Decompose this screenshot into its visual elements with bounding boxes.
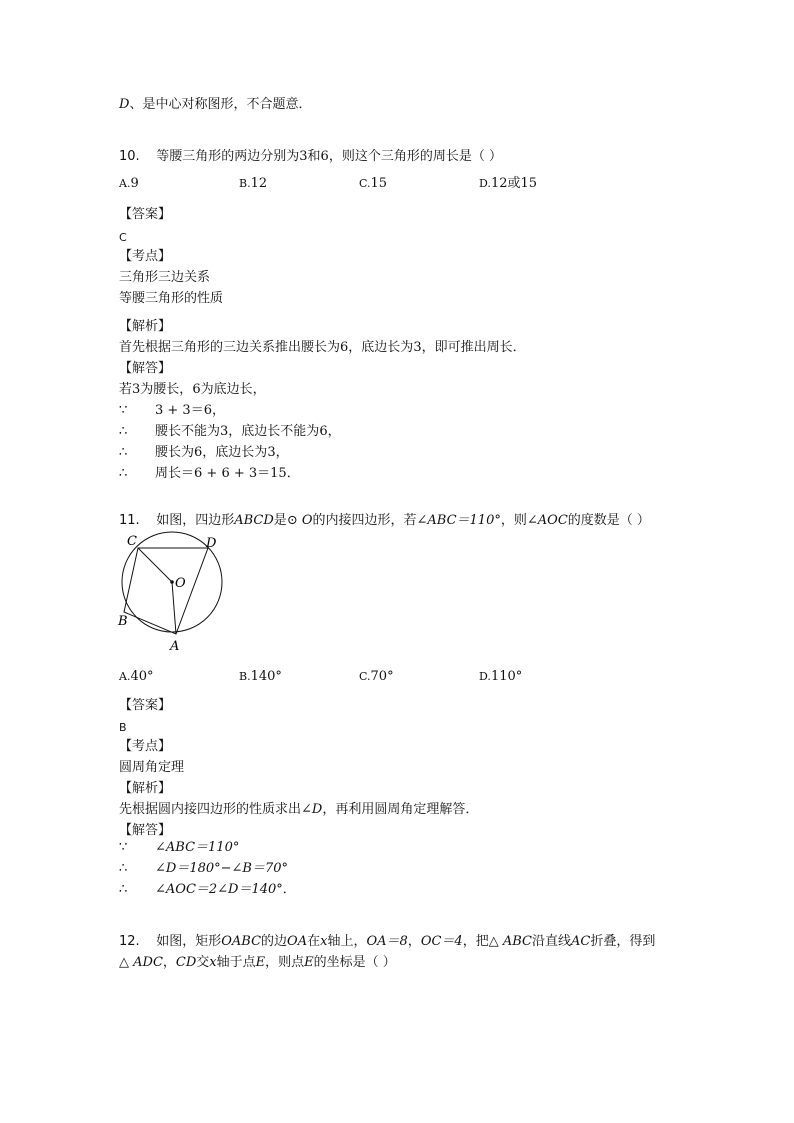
q11-option-c[interactable]: C.70° xyxy=(359,669,394,684)
q12-number: 12. xyxy=(119,934,140,949)
q12-stem-line-2: △ ADC，CD交x轴于点E，则点E的坐标是（ ） xyxy=(119,955,396,970)
q11-solution-heading: 【解答】 xyxy=(119,823,172,838)
quadrilateral-abcd xyxy=(124,548,208,634)
q10-solution-line: ∵ 3 + 3＝6， xyxy=(119,403,225,418)
q11-stem: 11. 如图，四边形ABCD是⊙ O的内接四边形，若∠ABC＝110°，则∠AOC的度数是（ ） xyxy=(119,513,650,528)
label-o: O xyxy=(175,576,186,591)
q10-number: 10. xyxy=(119,149,140,164)
q11-solution-line: ∴ ∠D＝180°−∠B＝70° xyxy=(119,861,289,876)
q10-stem: 10. 等腰三角形的两边分别为3和6，则这个三角形的周长是（ ） xyxy=(119,149,502,164)
q12-stem-line-1: 12. 如图，矩形OABC的边OA在x轴上，OA＝8，OC＝4，把△ ABC沿直线AC折叠，得到 xyxy=(119,934,656,949)
q11-number: 11. xyxy=(119,513,140,528)
q11-solution-line: ∵ ∠ABC＝110° xyxy=(119,840,240,855)
q10-point-1: 三角形三边关系 xyxy=(119,270,211,285)
q10-solution-heading: 【解答】 xyxy=(119,361,172,376)
q11-option-a[interactable]: A.40° xyxy=(119,669,154,684)
q10-analysis: 首先根据三角形的三边关系推出腰长为6，底边长为3，即可推出周长． xyxy=(119,340,526,355)
option-letter: D xyxy=(119,97,130,112)
q10-option-c[interactable]: C.15 xyxy=(359,176,388,191)
q11-option-b[interactable]: B.140° xyxy=(239,669,282,684)
q11-analysis-heading: 【解析】 xyxy=(119,781,172,796)
label-b: B xyxy=(118,614,128,629)
q11-point-1: 圆周角定理 xyxy=(119,760,185,775)
q11-point-heading: 【考点】 xyxy=(119,739,172,754)
q10-solution-line: ∴ 周长＝6 + 6 + 3＝15． xyxy=(119,466,300,481)
q10-solution-intro: 若3为腰长，6为底边长， xyxy=(119,382,266,397)
q10-option-d[interactable]: D.12或15 xyxy=(479,176,538,191)
q10-point-2: 等腰三角形的性质 xyxy=(119,291,224,306)
label-c: C xyxy=(127,534,137,549)
q11-solution-line: ∴ ∠AOC＝2∠D＝140°． xyxy=(119,882,296,897)
label-d: D xyxy=(206,536,217,551)
q10-answer-heading: 【答案】 xyxy=(119,207,172,222)
segment-oc xyxy=(138,548,172,582)
q10-solution-line: ∴ 腰长为6，底边长为3， xyxy=(119,445,289,460)
previous-option-d-line: D、是中心对称图形，不合题意． xyxy=(119,97,312,112)
q10-option-b[interactable]: B.12 xyxy=(239,176,268,191)
center-point xyxy=(170,580,174,584)
q11-answer: B xyxy=(119,721,127,734)
q11-answer-heading: 【答案】 xyxy=(119,698,172,713)
q10-answer: C xyxy=(119,231,127,244)
q10-option-a[interactable]: A.9 xyxy=(119,176,139,191)
q10-solution-line: ∴ 腰长不能为3，底边长不能为6， xyxy=(119,424,341,439)
q11-option-d[interactable]: D.110° xyxy=(479,669,523,684)
q11-circle-figure xyxy=(112,530,234,655)
q10-point-heading: 【考点】 xyxy=(119,249,172,264)
q11-analysis: 先根据圆内接四边形的性质求出∠D，再利用圆周角定理解答． xyxy=(119,802,479,817)
q10-analysis-heading: 【解析】 xyxy=(119,319,172,334)
label-a: A xyxy=(170,639,180,654)
